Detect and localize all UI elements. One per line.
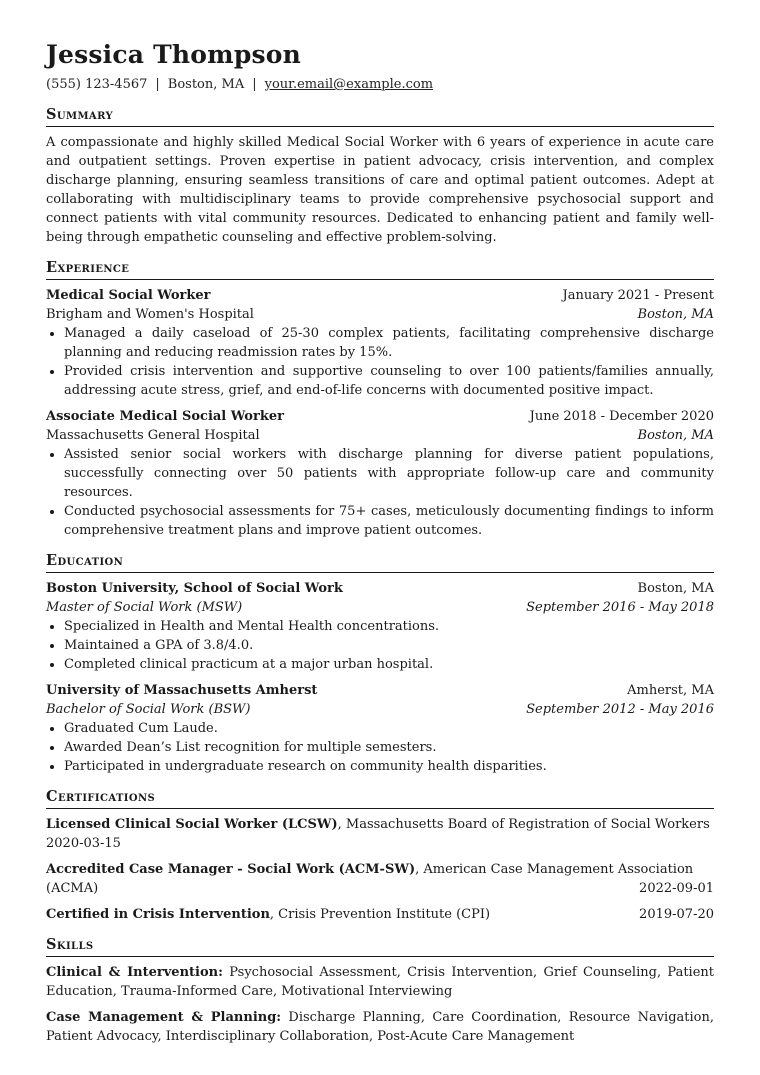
certification-item xyxy=(46,815,714,853)
job-bullets xyxy=(46,324,714,400)
bullet-item: • Completed clinical practicum at a major urban hospital. xyxy=(64,655,714,674)
education-entry xyxy=(46,579,714,674)
cert-date: 2022-09-01 xyxy=(639,881,714,896)
cert-date: 2020-03-15 xyxy=(46,836,121,851)
cert-issuer: , American Case Management Association xyxy=(415,862,694,877)
contact-line xyxy=(46,76,714,94)
skill-group xyxy=(46,963,714,1001)
job-location: Boston, MA xyxy=(637,428,714,443)
job-org: Massachusetts General Hospital xyxy=(46,428,260,443)
skill-list: Psychosocial Assessment, Crisis Intervention, Grief Counseling, Patient Education, Trauma-Informed Care, Motivational Interviewing xyxy=(46,965,715,999)
education-dates: September 2012 - May 2016 xyxy=(526,702,714,717)
cert-date: 2019-07-20 xyxy=(639,907,714,922)
skill-group xyxy=(46,1008,714,1046)
section-title: Skills xyxy=(46,936,714,957)
bullet-item: • Provided crisis intervention and supportive counseling to over 100 patients/families annually, addressing acute stress, grief, and end-of-life concerns with documented positive impact. xyxy=(64,362,714,400)
education-section xyxy=(46,552,714,776)
education-entry xyxy=(46,681,714,776)
bullet-item: • Conducted psychosocial assessments for 75+ cases, meticulously documenting findings to inform comprehensive treatment plans and improve patient outcomes. xyxy=(64,502,714,540)
bullet-item: • Maintained a GPA of 3.8/4.0. xyxy=(64,636,714,655)
separator: | xyxy=(155,77,160,92)
degree: Master of Social Work (MSW) xyxy=(46,600,243,615)
skills-section xyxy=(46,936,714,1046)
cert-issuer: , Massachusetts Board of Registration of Social Workers xyxy=(337,817,710,832)
bullet-item: • Participated in undergraduate research on community health disparities. xyxy=(64,757,714,776)
section-title: Summary xyxy=(46,106,714,127)
school-location: Boston, MA xyxy=(637,581,714,596)
summary-text: A compassionate and highly skilled Medical Social Worker with 6 years of experience in acute care and outpatient settings. Proven expertise in patient advocacy, crisis intervention, and complex discharge planning, ensuring seamless transitions of care and optimal patient outcomes. Adept at collaborating with multidisciplinary teams to provide comprehensive psychosocial support and connect patients with vital community resources. Dedicated to enhancing patient and family well-being through empathetic counseling and effective problem-solving. xyxy=(46,135,714,245)
job-role: Associate Medical Social Worker xyxy=(46,409,284,424)
job-entry xyxy=(46,286,714,400)
certification-item xyxy=(46,860,714,898)
job-bullets xyxy=(46,445,714,540)
section-title: Education xyxy=(46,552,714,573)
cert-name: Licensed Clinical Social Worker (LCSW) xyxy=(46,817,338,832)
bullet-item: • Assisted senior social workers with discharge planning for diverse patient populations, successfully connecting over 50 patients with appropriate follow-up care and community resources. xyxy=(64,445,714,502)
bullet-item: • Managed a daily caseload of 25-30 complex patients, facilitating comprehensive discharge planning and reducing readmission rates by 15%. xyxy=(64,324,714,362)
bullet-item: • Specialized in Health and Mental Health concentrations. xyxy=(64,617,714,636)
cert-name: Accredited Case Manager - Social Work (ACM-SW) xyxy=(46,862,416,877)
resume-page xyxy=(46,40,714,1053)
bullet-item: • Awarded Dean’s List recognition for multiple semesters. xyxy=(64,738,714,757)
candidate-name: Jessica Thompson xyxy=(46,40,302,69)
cert-issuer: , Crisis Prevention Institute (CPI) xyxy=(269,907,491,922)
job-role: Medical Social Worker xyxy=(46,288,211,303)
school-name: University of Massachusetts Amherst xyxy=(46,683,318,698)
skill-list: Discharge Planning, Care Coordination, Resource Navigation, Patient Advocacy, Interdisciplinary Collaboration, Post-Acute Care Management xyxy=(46,1010,714,1044)
location: Boston, MA xyxy=(167,77,245,92)
degree: Bachelor of Social Work (BSW) xyxy=(46,702,251,717)
job-entry xyxy=(46,407,714,540)
cert-issuer-cont: (ACMA) xyxy=(46,881,99,896)
job-dates: June 2018 - December 2020 xyxy=(529,409,714,424)
bullet-item: • Graduated Cum Laude. xyxy=(64,719,714,738)
school-name: Boston University, School of Social Work xyxy=(46,581,343,596)
certifications-section xyxy=(46,788,714,924)
job-location: Boston, MA xyxy=(637,307,714,322)
section-title: Experience xyxy=(46,259,714,280)
summary-section xyxy=(46,106,714,247)
email-link[interactable]: your.email@example.com xyxy=(264,77,434,92)
job-dates: January 2021 - Present xyxy=(562,288,714,303)
separator: | xyxy=(252,77,257,92)
school-location: Amherst, MA xyxy=(627,683,714,698)
phone: (555) 123-4567 xyxy=(46,77,148,92)
job-org: Brigham and Women's Hospital xyxy=(46,307,254,322)
experience-section xyxy=(46,259,714,540)
education-bullets xyxy=(46,719,714,776)
certification-item xyxy=(46,905,714,924)
cert-name: Certified in Crisis Intervention xyxy=(46,907,270,922)
skill-label: Clinical & Intervention: xyxy=(46,965,223,980)
skill-label: Case Management & Planning: xyxy=(46,1010,282,1025)
education-dates: September 2016 - May 2018 xyxy=(526,600,714,615)
section-title: Certifications xyxy=(46,788,714,809)
education-bullets xyxy=(46,617,714,674)
